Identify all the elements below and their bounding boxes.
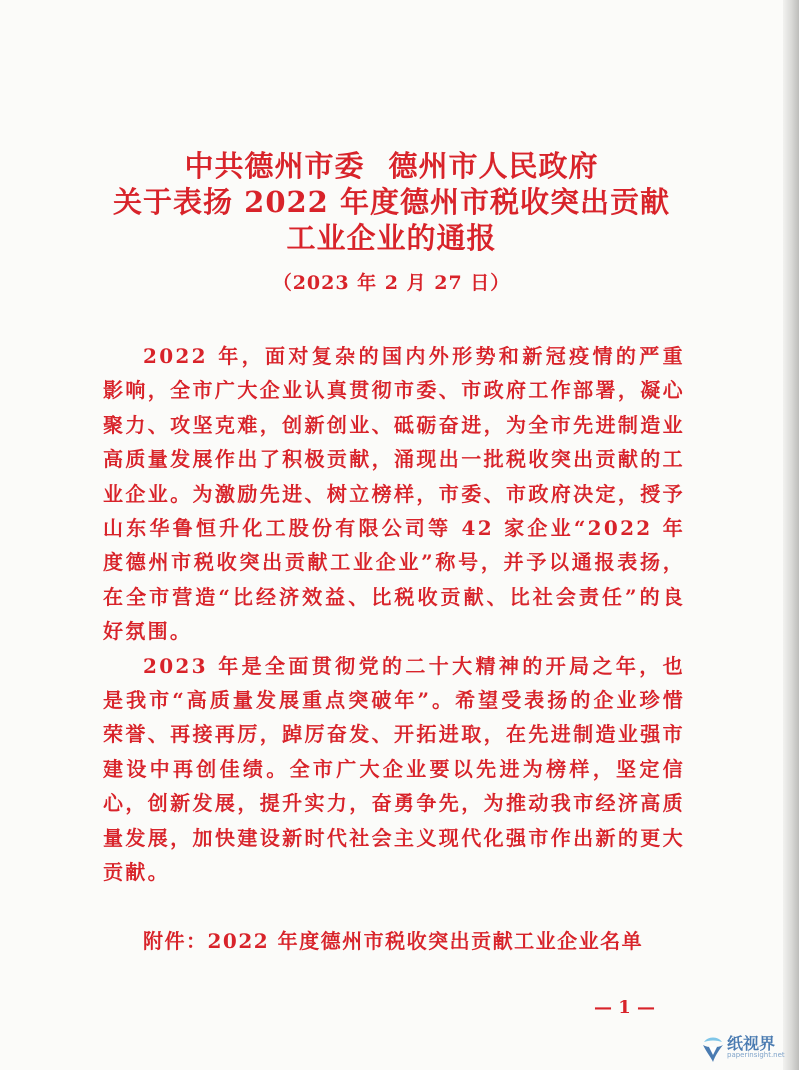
attachment-note: 附件：2022 年度德州市税收突出贡献工业企业名单 — [143, 929, 644, 953]
watermark-url: paperinsight.net — [727, 1051, 785, 1059]
body-paragraph-2: 2023 年是全面贯彻党的二十大精神的开局之年，也是我市“高质量发展重点突破年”。希望受表扬的企业珍惜荣誉、再接再厉，踔厉奋发、开拓进取，在先进制造业强市建设中再创佳绩。全市广大企业要以先进为榜样，坚定信心，创新发展，提升实力，奋勇争先，为推动我市经济高质量发展，加快建设新时代社会主义现代化强市作出新的更大贡献。 — [103, 653, 685, 885]
document-body — [103, 339, 685, 890]
document-title — [0, 148, 783, 256]
title-line-2: 关于表扬 2022 年度德州市税收突出贡献 — [113, 185, 670, 219]
body-paragraph-1: 2022 年，面对复杂的国内外形势和新冠疫情的严重影响，全市广大企业认真贯彻市委、市政府工作部署，凝心聚力、攻坚克难，创新创业、砥砺奋进，为全市先进制造业高质量发展作出了积极贡献，涌现出一批税收突出贡献的工业企业。为激励先进、树立榜样，市委、市政府决定，授予山东华鲁恒升化工股份有限公司等 42 家企业“2022 年度德州市税收突出贡献工业企业”称号，并予以通报表扬，在全市营造“比经济效益、比税收贡献、比社会责任”的良好氛围。 — [103, 344, 685, 644]
page-edge-shadow — [783, 0, 799, 1070]
paperinsight-logo-icon — [700, 1034, 726, 1064]
title-issuer-party: 中共德州市委 — [184, 149, 365, 183]
watermark-name: 纸视界 — [727, 1034, 776, 1053]
document-date: （2023 年 2 月 27 日） — [272, 272, 511, 294]
title-issuer-government: 德州市人民政府 — [388, 149, 599, 183]
title-line-1 — [0, 148, 783, 184]
watermark — [700, 1030, 796, 1068]
title-line-3: 工业企业的通报 — [286, 221, 497, 255]
page-number: — 1 — — [594, 997, 656, 1018]
